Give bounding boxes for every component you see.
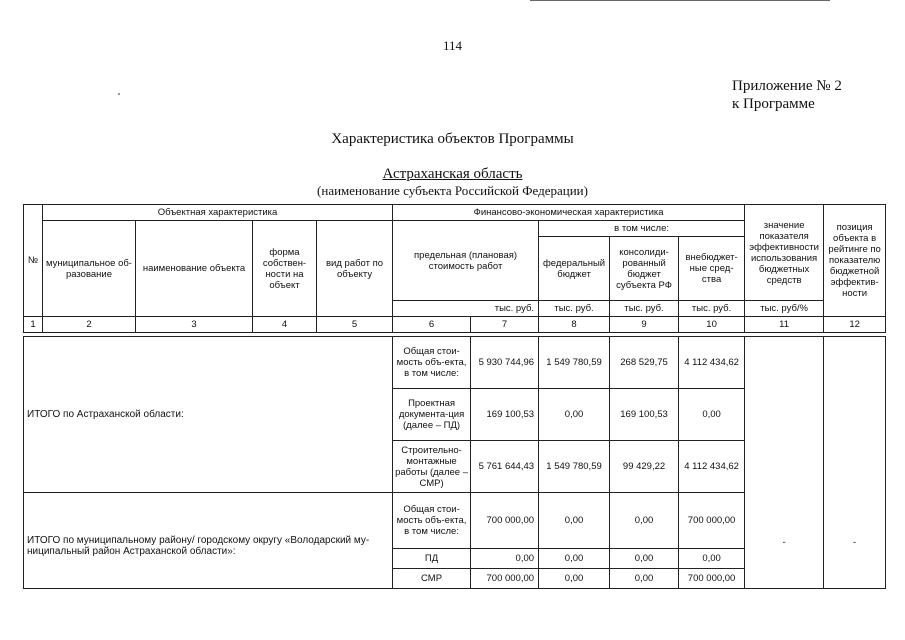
header-ownership: форма собствен-ности на объект	[253, 221, 317, 317]
efficiency-cell	[745, 337, 824, 589]
consolidated-cell: 169 100,53	[610, 389, 679, 441]
cost-cell: 700 000,00	[471, 493, 539, 549]
federal-cell: 1 549 780,59	[539, 441, 610, 493]
unit-cost: тыс. руб.	[393, 301, 539, 317]
extrabudget-cell: 4 112 434,62	[679, 337, 745, 389]
header-rating: позиция объекта в рейтинге по показателю бюджетной эффектив-ности	[824, 205, 886, 317]
cost-cell: 5 761 644,43	[471, 441, 539, 493]
work-type-cell: Проектная документа-ция (далее – ПД)	[393, 389, 471, 441]
consolidated-cell: 0,00	[610, 549, 679, 569]
scan-speck	[118, 93, 120, 95]
document-title: Характеристика объектов Программы	[331, 131, 574, 147]
region-caption: (наименование субъекта Российской Федерации)	[317, 183, 588, 198]
extrabudget-cell: 0,00	[679, 549, 745, 569]
consolidated-cell: 268 529,75	[610, 337, 679, 389]
column-number-row	[24, 317, 886, 333]
col-number: 7	[471, 317, 539, 333]
page-number: 114	[442, 38, 463, 53]
work-type-cell: Строительно-монтажные работы (далее – СМР)	[393, 441, 471, 493]
federal-cell: 0,00	[539, 493, 610, 549]
consolidated-cell: 0,00	[610, 569, 679, 589]
work-type-cell: Общая стои-мость объ-екта, в том числе:	[393, 337, 471, 389]
unit-federal: тыс. руб.	[539, 301, 610, 317]
header-finance-group: Финансово-экономическая характеристика	[393, 205, 745, 221]
federal-cell: 1 549 780,59	[539, 337, 610, 389]
extrabudget-cell: 0,00	[679, 389, 745, 441]
col-number: 10	[679, 317, 745, 333]
work-type-cell: ПД	[393, 549, 471, 569]
cost-cell: 5 930 744,96	[471, 337, 539, 389]
region-name: Астраханская область	[382, 166, 523, 182]
appendix-line-1: Приложение № 2	[732, 78, 842, 94]
work-type-cell: СМР	[393, 569, 471, 589]
consolidated-cell: 99 429,22	[610, 441, 679, 493]
header-no: №	[24, 205, 43, 317]
work-type-cell: Общая стои-мость объ-екта, в том числе:	[393, 493, 471, 549]
col-number: 11	[745, 317, 824, 333]
objects-table	[23, 204, 886, 589]
table-row	[24, 337, 886, 389]
consolidated-cell: 0,00	[610, 493, 679, 549]
federal-cell: 0,00	[539, 389, 610, 441]
extrabudget-cell: 700 000,00	[679, 493, 745, 549]
unit-consolidated: тыс. руб.	[610, 301, 679, 317]
cost-cell: 169 100,53	[471, 389, 539, 441]
appendix-note	[732, 77, 842, 113]
col-number: 1	[24, 317, 43, 333]
header-extrabudget: внебюджет-ные сред-ства	[679, 237, 745, 301]
col-number: 3	[136, 317, 253, 333]
federal-cell: 0,00	[539, 569, 610, 589]
top-scan-rule	[530, 0, 830, 2]
header-in-total: в том числе:	[539, 221, 745, 237]
rating-cell	[824, 337, 886, 589]
col-number: 4	[253, 317, 317, 333]
federal-cell: 0,00	[539, 549, 610, 569]
extrabudget-cell: 4 112 434,62	[679, 441, 745, 493]
col-number: 2	[43, 317, 136, 333]
header-cost: предельная (плановая) стоимость работ	[393, 221, 539, 301]
col-number: 6	[393, 317, 471, 333]
col-number: 5	[317, 317, 393, 333]
header-municipal: муниципальное об-разование	[43, 221, 136, 317]
cost-cell: 0,00	[471, 549, 539, 569]
header-object-group: Объектная характеристика	[43, 205, 393, 221]
cost-cell: 700 000,00	[471, 569, 539, 589]
block2-label: ИТОГО по муниципальному району/ городскому округу «Володарский му-ниципальный район Астраханской области»:	[24, 493, 393, 589]
header-efficiency: значение показателя эффективности использования бюджетных средств	[745, 205, 824, 301]
efficiency-value: -	[782, 537, 786, 548]
header-consolidated: консолиди-рованный бюджет субъекта РФ	[610, 237, 679, 301]
col-number: 12	[824, 317, 886, 333]
unit-efficiency: тыс. руб/%	[745, 301, 824, 317]
rating-value: -	[853, 537, 857, 548]
header-object-name: наименование объекта	[136, 221, 253, 317]
appendix-line-2: к Программе	[732, 96, 815, 112]
header-work-type: вид работ по объекту	[317, 221, 393, 317]
col-number: 8	[539, 317, 610, 333]
col-number: 9	[610, 317, 679, 333]
extrabudget-cell: 700 000,00	[679, 569, 745, 589]
unit-extrabudget: тыс. руб.	[679, 301, 745, 317]
block1-label: ИТОГО по Астраханской области:	[24, 337, 393, 493]
header-federal: федеральный бюджет	[539, 237, 610, 301]
